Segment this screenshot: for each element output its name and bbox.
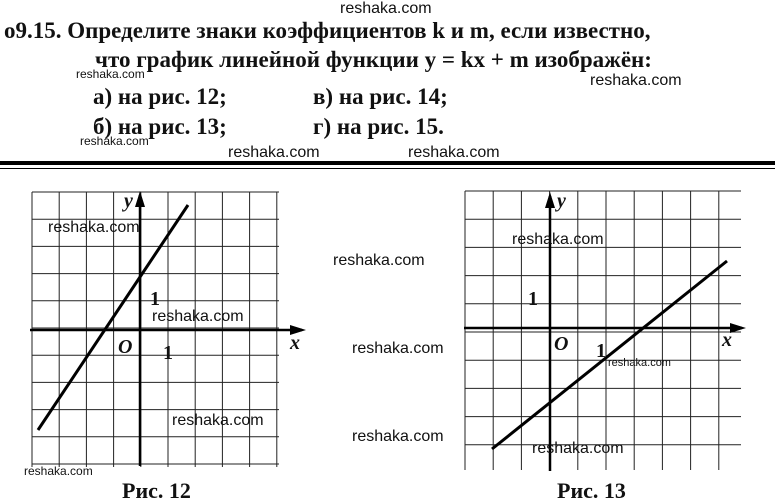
watermark: reshaka.com bbox=[408, 144, 500, 161]
option-a: а) на рис. 12; bbox=[93, 84, 227, 109]
figure-13-origin-label: O bbox=[554, 333, 569, 355]
figure-13-caption: Рис. 13 bbox=[557, 478, 626, 503]
option-g: г) на рис. 15. bbox=[313, 114, 444, 139]
watermark: reshaka.com bbox=[228, 144, 320, 161]
watermark: reshaka.com bbox=[48, 219, 140, 236]
watermark: reshaka.com bbox=[532, 440, 624, 457]
problem-line-1: о9.15. Определите знаки коэффициентов k и m, если известно, bbox=[4, 18, 651, 43]
figure-12-y-label: y bbox=[124, 190, 133, 212]
option-b: б) на рис. 13; bbox=[93, 114, 227, 139]
figure-12-origin-label: O bbox=[118, 336, 133, 358]
figure-13-y-label: y bbox=[557, 190, 566, 212]
figure-12-unit-y: 1 bbox=[150, 288, 160, 310]
figure-13-y-arrow bbox=[545, 192, 555, 208]
watermark: reshaka.com bbox=[76, 67, 145, 81]
figure-12-x-label: x bbox=[290, 332, 300, 354]
watermark: reshaka.com bbox=[152, 308, 244, 325]
figure-12-y-arrow bbox=[135, 191, 145, 207]
watermark: reshaka.com bbox=[352, 340, 444, 357]
watermark: reshaka.com bbox=[608, 357, 671, 369]
figure-13-x-label: x bbox=[722, 329, 732, 351]
watermark: reshaka.com bbox=[24, 464, 93, 478]
watermark: reshaka.com bbox=[340, 0, 432, 17]
option-v: в) на рис. 14; bbox=[313, 84, 448, 109]
problem-line-2: что график линейной функции y = kx + m изображён: bbox=[95, 47, 652, 72]
figure-13-unit-y: 1 bbox=[528, 288, 538, 310]
watermark: reshaka.com bbox=[352, 428, 444, 445]
watermark: reshaka.com bbox=[590, 72, 682, 89]
watermark: reshaka.com bbox=[172, 412, 264, 429]
watermark: reshaka.com bbox=[80, 134, 149, 148]
watermark: reshaka.com bbox=[333, 252, 425, 269]
watermark: reshaka.com bbox=[512, 231, 604, 248]
figure-12-unit-x: 1 bbox=[163, 342, 173, 364]
figure-12-caption: Рис. 12 bbox=[122, 478, 191, 503]
figure-13-unit-x: 1 bbox=[596, 340, 606, 362]
